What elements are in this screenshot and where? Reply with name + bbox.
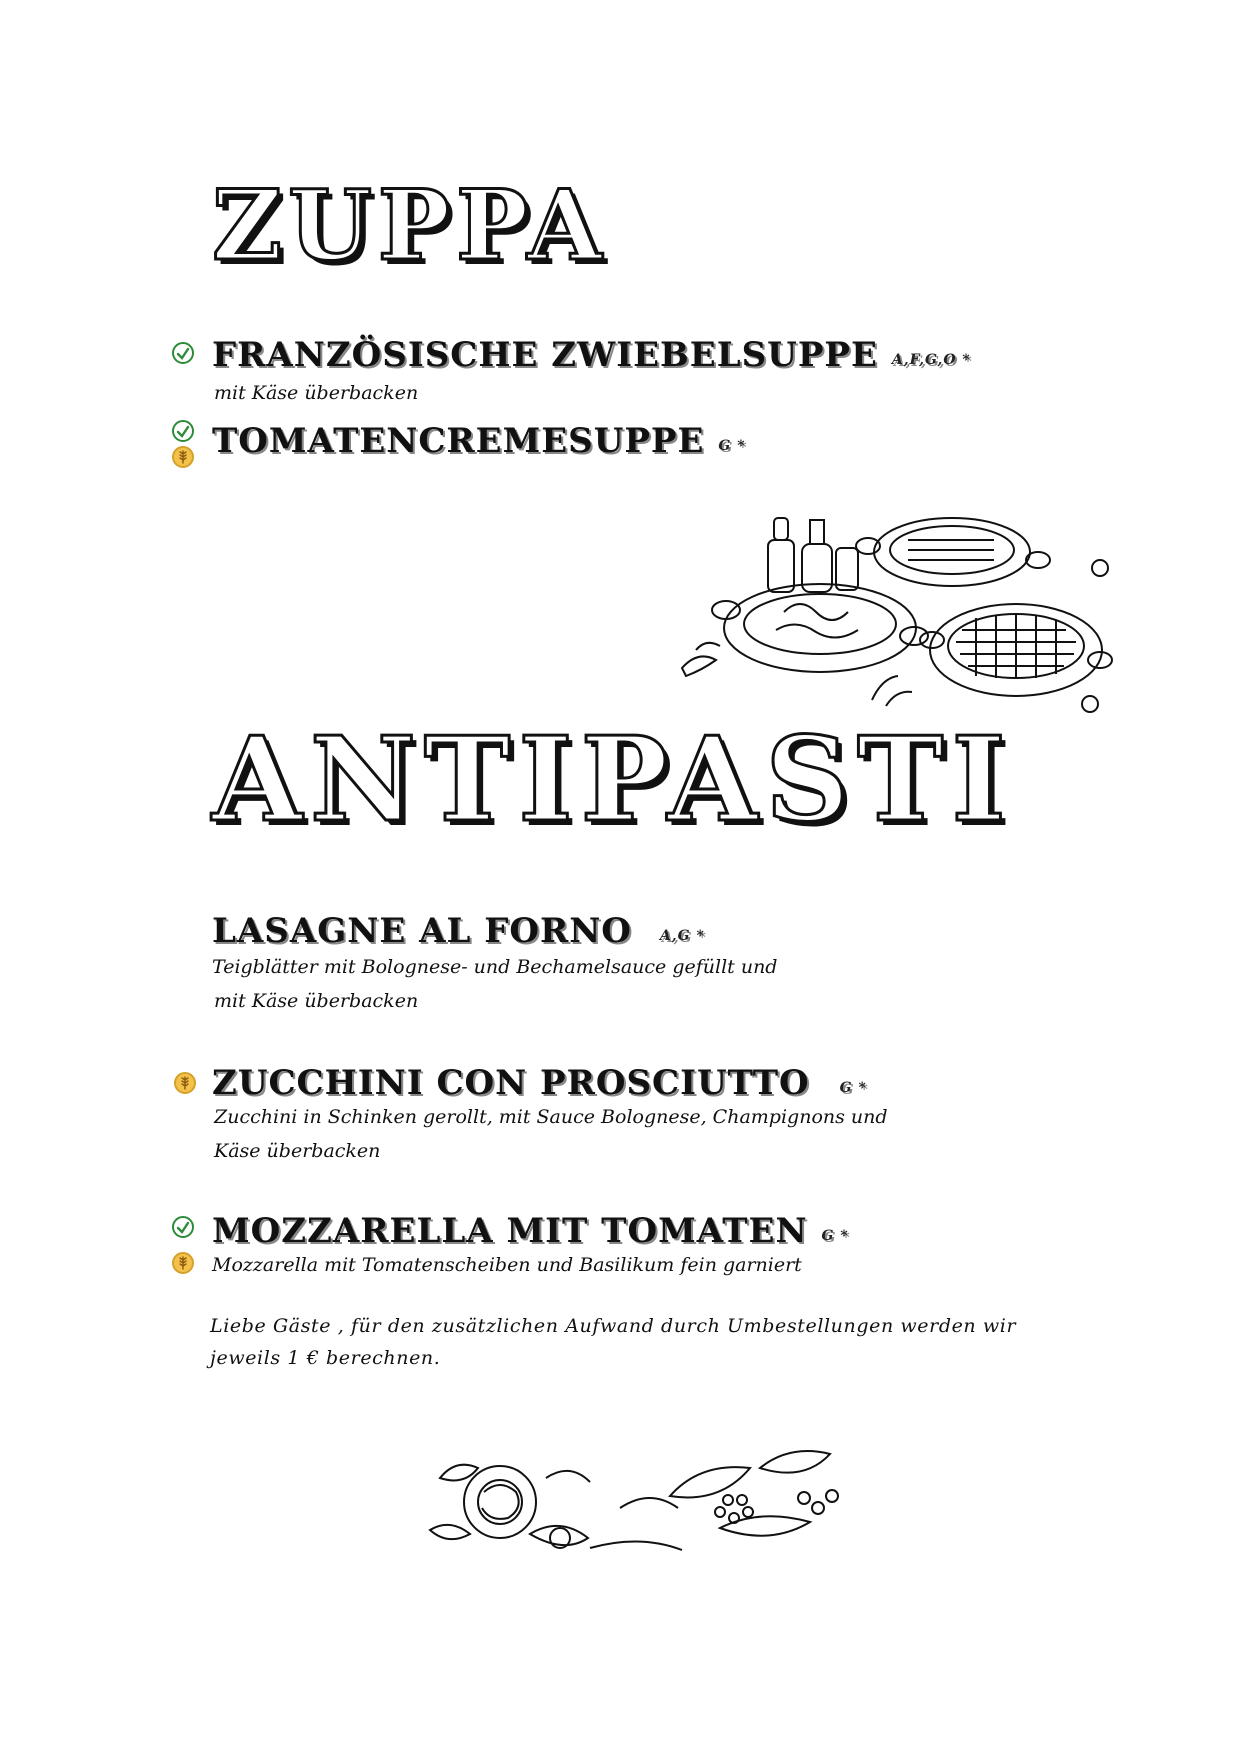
dish-description: mit Käse überbacken	[214, 382, 419, 404]
note-line: jeweils 1 € berechnen.	[210, 1347, 441, 1369]
menu-item-tomatencremesuppe	[212, 421, 746, 461]
dish-name: ZUCCHINI CON PROSCIUTTO	[212, 1063, 810, 1103]
surcharge-note	[210, 1310, 1090, 1374]
dish-name: TOMATENCREMESUPPE	[212, 421, 705, 461]
floral-garland-illustration	[420, 1438, 860, 1568]
baked-dishes-illustration	[676, 500, 1116, 730]
allergen-codes: A,G *	[659, 928, 705, 944]
allergen-codes: G *	[821, 1228, 849, 1244]
section-title-antipasti: ANTIPASTI	[212, 712, 1014, 848]
allergen-codes: G *	[839, 1080, 867, 1096]
menu-item-zucchini	[212, 1063, 867, 1103]
vegetarian-leaf-icon	[172, 1216, 194, 1238]
menu-item-mozzarella	[212, 1211, 849, 1251]
dish-name: MOZZARELLA MIT TOMATEN	[212, 1211, 808, 1251]
dish-description: Teigblätter mit Bolognese- und Bechamelsauce gefüllt und	[212, 956, 778, 978]
menu-item-zwiebelsuppe	[212, 335, 971, 375]
allergen-codes: G *	[718, 438, 746, 454]
wheat-icon	[174, 1072, 196, 1094]
dish-name: LASAGNE AL FORNO	[212, 911, 632, 951]
wheat-icon	[172, 446, 194, 468]
dish-description: Mozzarella mit Tomatenscheiben und Basilikum fein garniert	[212, 1254, 802, 1276]
dish-description: Zucchini in Schinken gerollt, mit Sauce Bolognese, Champignons und	[214, 1106, 888, 1128]
dish-name: FRANZÖSISCHE ZWIEBELSUPPE	[212, 335, 878, 375]
wheat-icon	[172, 1252, 194, 1274]
note-line: Liebe Gäste , für den zusätzlichen Aufwand durch Umbestellungen werden wir	[210, 1315, 1017, 1337]
section-title-zuppa: ZUPPA	[212, 169, 608, 282]
menu-item-lasagne	[212, 911, 705, 951]
vegetarian-leaf-icon	[172, 342, 194, 364]
vegetarian-leaf-icon	[172, 420, 194, 442]
allergen-codes: A,F,G,O *	[891, 352, 971, 368]
dish-description: Käse überbacken	[214, 1140, 381, 1162]
dish-description: mit Käse überbacken	[214, 990, 419, 1012]
